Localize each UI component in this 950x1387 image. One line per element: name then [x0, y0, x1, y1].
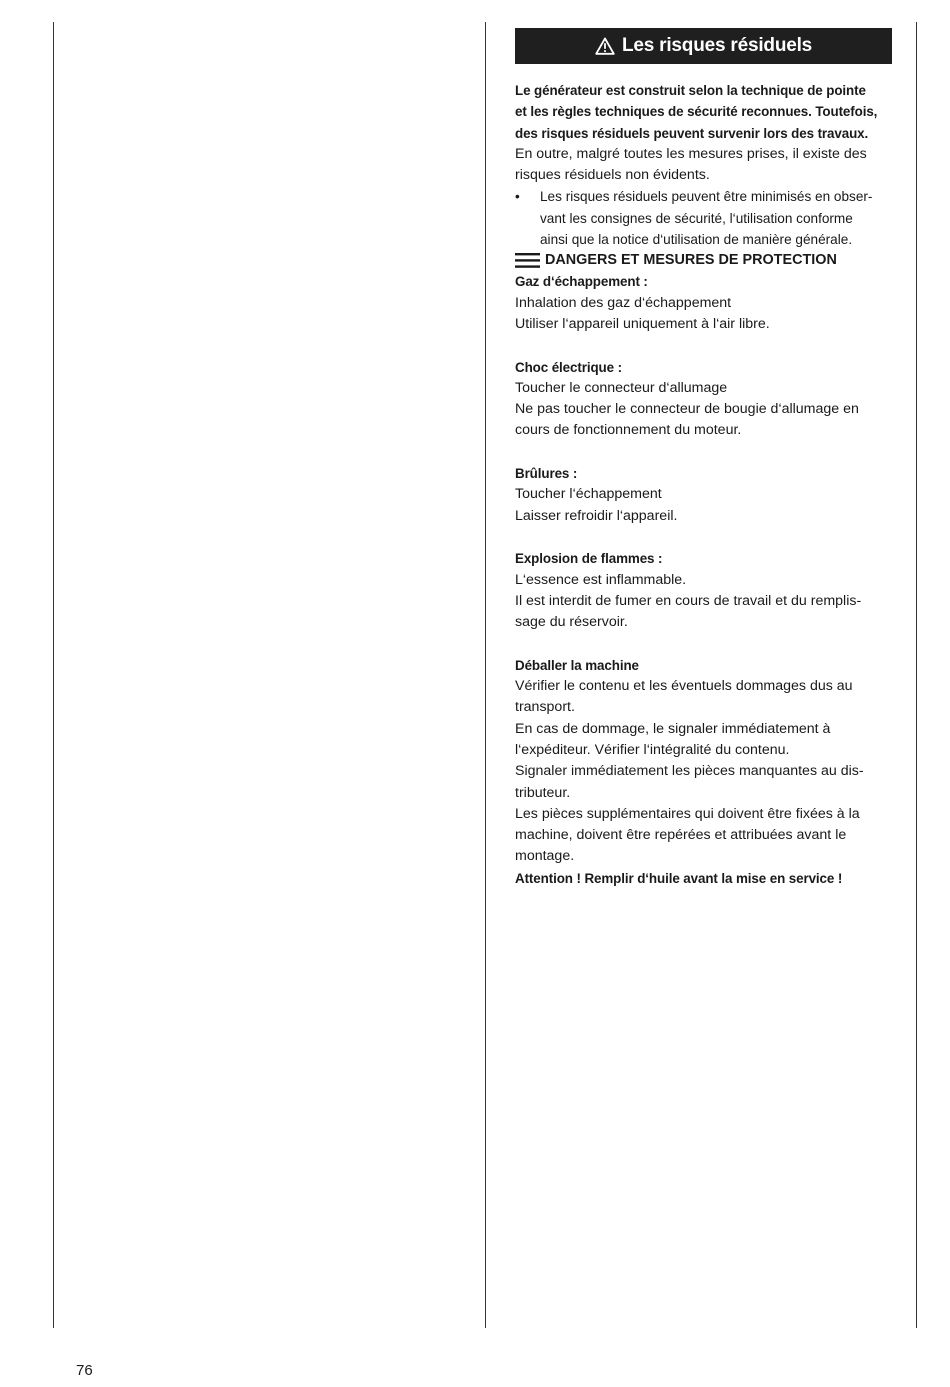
dangers-heading-text: DANGERS ET MESURES DE PROTECTION — [545, 252, 837, 269]
section-deballer — [515, 655, 892, 889]
bullet-line: vant les consignes de sécurité, l‘utilisation conforme — [540, 210, 853, 226]
intro-bold-line: Le générateur est construit selon la technique de pointe — [515, 83, 866, 98]
section-title: Explosion de flammes : — [515, 551, 663, 567]
center-divider-line — [485, 22, 486, 1328]
section-line: L‘essence est inflammable. — [515, 571, 687, 588]
section-line: Utiliser l‘appareil uniquement à l‘air libre. — [515, 315, 770, 332]
section-line: Toucher l‘échappement — [515, 486, 662, 503]
section-line: Toucher le connecteur d‘allumage — [515, 379, 728, 396]
section-line: montage. — [515, 848, 575, 865]
right-column — [515, 28, 892, 889]
section-gaz — [515, 271, 892, 335]
section-line: cours de fonctionnement du moteur. — [515, 422, 742, 439]
section-line: transport. — [515, 699, 575, 716]
section-line: Vérifier le contenu et les éventuels dommages dus au — [515, 678, 853, 695]
intro-block — [515, 80, 892, 250]
section-brulures — [515, 463, 892, 527]
menu-lines-icon — [515, 252, 540, 269]
page-number: 76 — [76, 1362, 93, 1379]
intro-line: risques résiduels non évidents. — [515, 167, 710, 184]
section-line: Il est interdit de fumer en cours de travail et du remplis- — [515, 592, 862, 609]
section-line: Laisser refroidir l‘appareil. — [515, 507, 678, 524]
banner-title: Les risques résiduels — [621, 35, 813, 57]
section-title: Choc électrique : — [515, 359, 622, 375]
section-explosion — [515, 548, 892, 633]
section-line: En cas de dommage, le signaler immédiatement à — [515, 720, 831, 737]
section-line: machine, doivent être repérées et attribuées avant le — [515, 827, 847, 844]
left-margin-line — [53, 22, 54, 1328]
section-line: sage du réservoir. — [515, 614, 628, 631]
section-line: Les pièces supplémentaires qui doivent être fixées à la — [515, 805, 860, 822]
intro-bold-line: et les règles techniques de sécurité reconnues. Toutefois, — [515, 104, 878, 120]
section-line: tributeur. — [515, 784, 571, 801]
section-title: Déballer la machine — [515, 657, 639, 673]
section-banner — [515, 28, 892, 64]
section-line: Signaler immédiatement les pièces manquantes au dis- — [515, 763, 864, 780]
section-line: Ne pas toucher le connecteur de bougie d‘allumage en — [515, 401, 859, 418]
warning-triangle-icon — [595, 37, 615, 55]
bullet-dot: • — [515, 189, 520, 205]
section-line: Inhalation des gaz d‘échappement — [515, 294, 732, 311]
intro-line: En outre, malgré toutes les mesures prises, il existe des — [515, 145, 867, 162]
section-choc — [515, 357, 892, 442]
section-title: Brûlures : — [515, 466, 578, 482]
bullet-item — [515, 186, 892, 250]
right-margin-line — [916, 22, 917, 1328]
final-note: Attention ! Remplir d‘huile avant la mise en service ! — [515, 870, 843, 886]
intro-bold-line: des risques résiduels peuvent survenir lors des travaux. — [515, 125, 869, 141]
bullet-line: ainsi que la notice d‘utilisation de manière générale. — [540, 232, 853, 248]
dangers-heading — [515, 250, 892, 271]
bullet-line: Les risques résiduels peuvent être minimisés en obser- — [540, 189, 873, 205]
section-title: Gaz d‘échappement : — [515, 274, 648, 290]
section-line: l‘expéditeur. Vérifier l‘intégralité du contenu. — [515, 741, 790, 758]
